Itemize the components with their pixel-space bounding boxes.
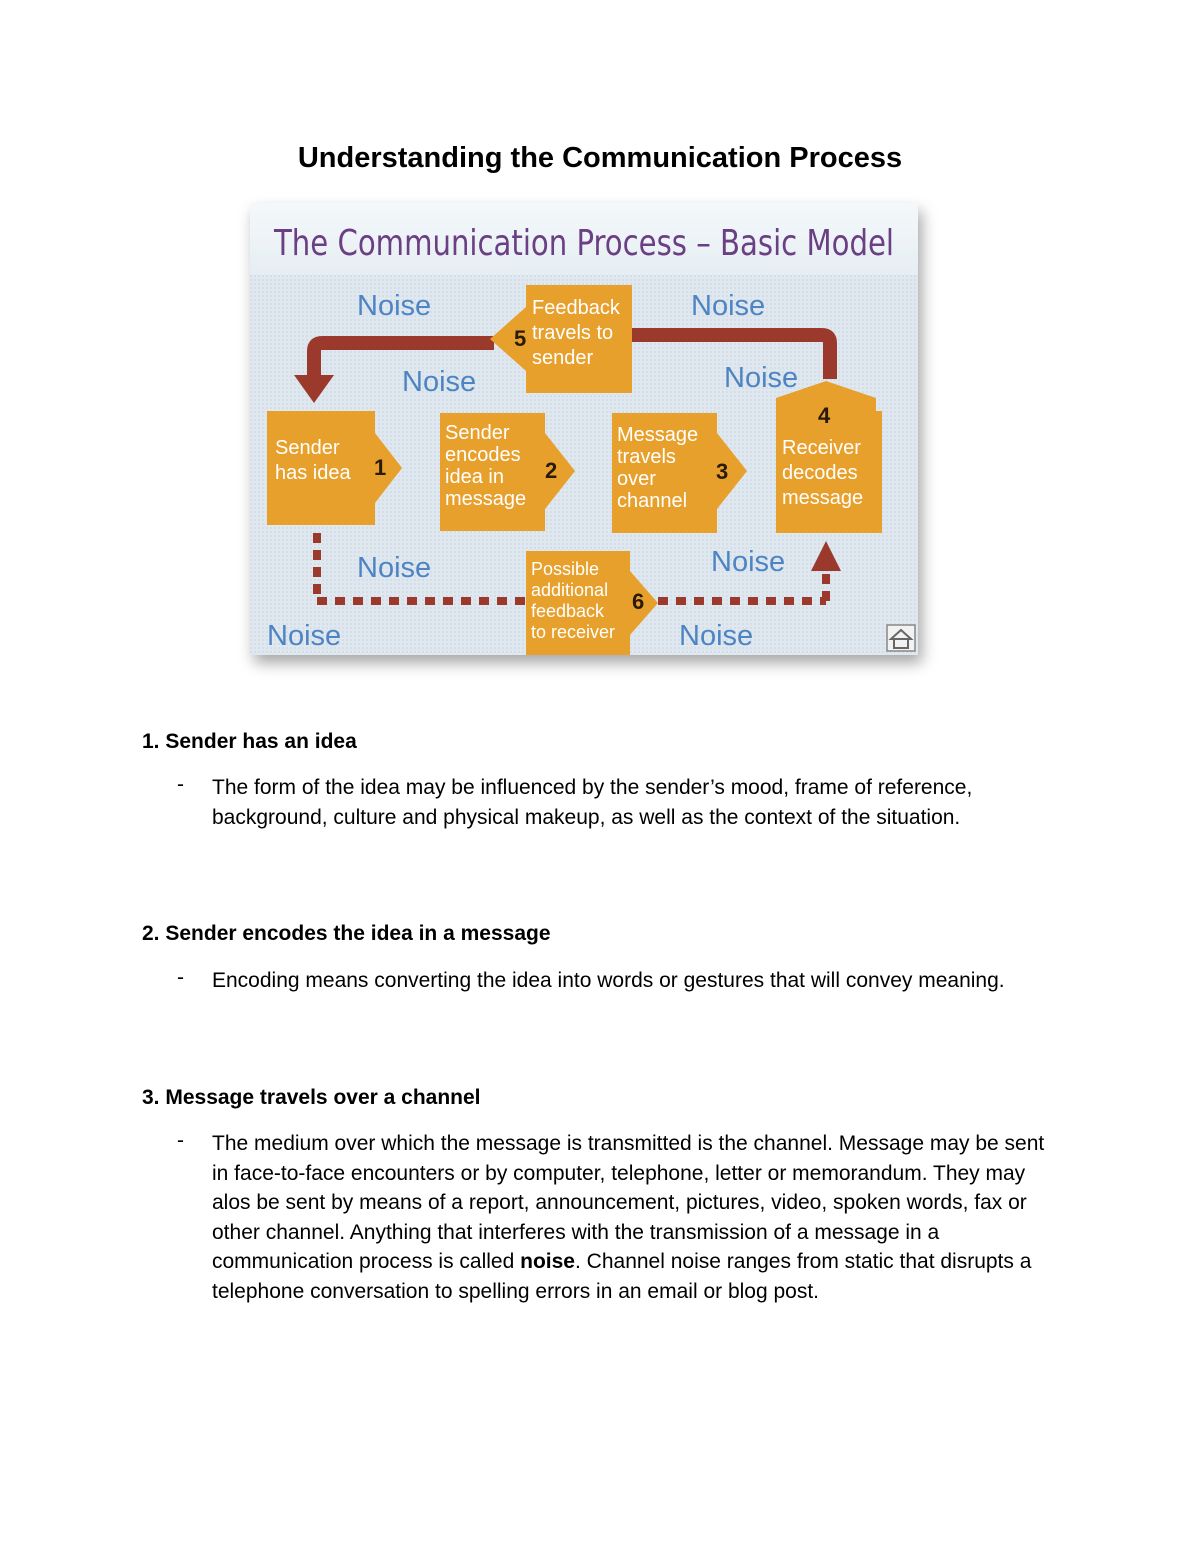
step-3-line-4: channel [617,490,688,512]
step-5-line-2: travels to [532,322,614,344]
section-2-heading: 2. Sender encodes the idea in a message [142,922,551,945]
bullet-dash: - [177,1129,184,1152]
section-3-text: The medium over which the message is transmitted is the channel. Message may be sent in face-to-face encounters or by computer, telephone, letter or memorandum. They may alos be sent by means of a report, announcement, pictures, video, spoken words, fax or other channel. Anything that interferes with the transmission of a message in a communication process is called noise. Channel noise ranges from static that disrupts a telephone conversation to spelling errors in an email or blog post. [212,1132,1045,1303]
step-2-line-1: Sender [445,422,510,444]
noise-label-top-left: Noise [357,290,432,322]
step-6-line-1: Possible [531,559,600,579]
step-2-number: 2 [545,458,558,483]
step-5-line-1: Feedback [532,297,620,319]
home-icon[interactable] [887,625,915,651]
bullet-dash: - [177,966,184,989]
step-5-number: 5 [514,326,527,351]
noise-label-corner-right: Noise [679,620,754,652]
section-1-heading: 1. Sender has an idea [142,730,357,753]
step-4-line-3: message [782,487,864,509]
step-1-line-2: has idea [275,462,351,484]
step-1-number: 1 [374,455,387,480]
bullet-dash: - [177,773,184,796]
step-4-line-1: Receiver [782,437,861,459]
section-2-text: Encoding means converting the idea into words or gestures that will convey meaning. [212,969,1005,992]
step-2-line-2: encodes [445,444,521,466]
step-1-line-1: Sender [275,437,340,459]
step-box-4 [776,381,882,533]
noise-label-mid-right: Noise [724,362,799,394]
svg-text:Receiver decodes [782,437,866,509]
noise-label-corner-left: Noise [267,620,342,652]
diagram-title: The Communication Process – Basic Model [273,223,894,264]
step-3-number: 3 [716,459,729,484]
step-3-line-2: travels [617,446,676,468]
section-1-text: The form of the idea may be influenced by the sender’s mood, frame of reference, background, culture and physical makeup, as well as the context of the situation. [212,776,973,829]
noise-label-mid-left: Noise [402,366,477,398]
step-4-number: 4 [818,403,831,428]
noise-label-bottom-right: Noise [711,546,786,578]
step-2-line-3: idea in [445,466,504,488]
noise-label-top-right: Noise [691,290,766,322]
step-6-line-3: feedback [531,601,605,621]
step-2-line-4: message [445,488,527,510]
noise-label-bottom-left: Noise [357,552,432,584]
noise-term: noise [520,1250,575,1273]
step-6-number: 6 [632,589,645,614]
step-5-line-3: sender [532,347,594,369]
step-4-line-2: decodes [782,462,858,484]
svg-text:Possible additional [531,559,615,642]
step-6-line-4: to receiver [531,622,616,642]
section-3-heading: 3. Message travels over a channel [142,1086,481,1109]
document-title: Understanding the Communication Process [297,142,903,174]
step-3-line-3: over [617,468,656,490]
step-6-line-2: additional [531,580,609,600]
step-3-line-1: Message [617,424,699,446]
communication-process-diagram [250,203,918,655]
